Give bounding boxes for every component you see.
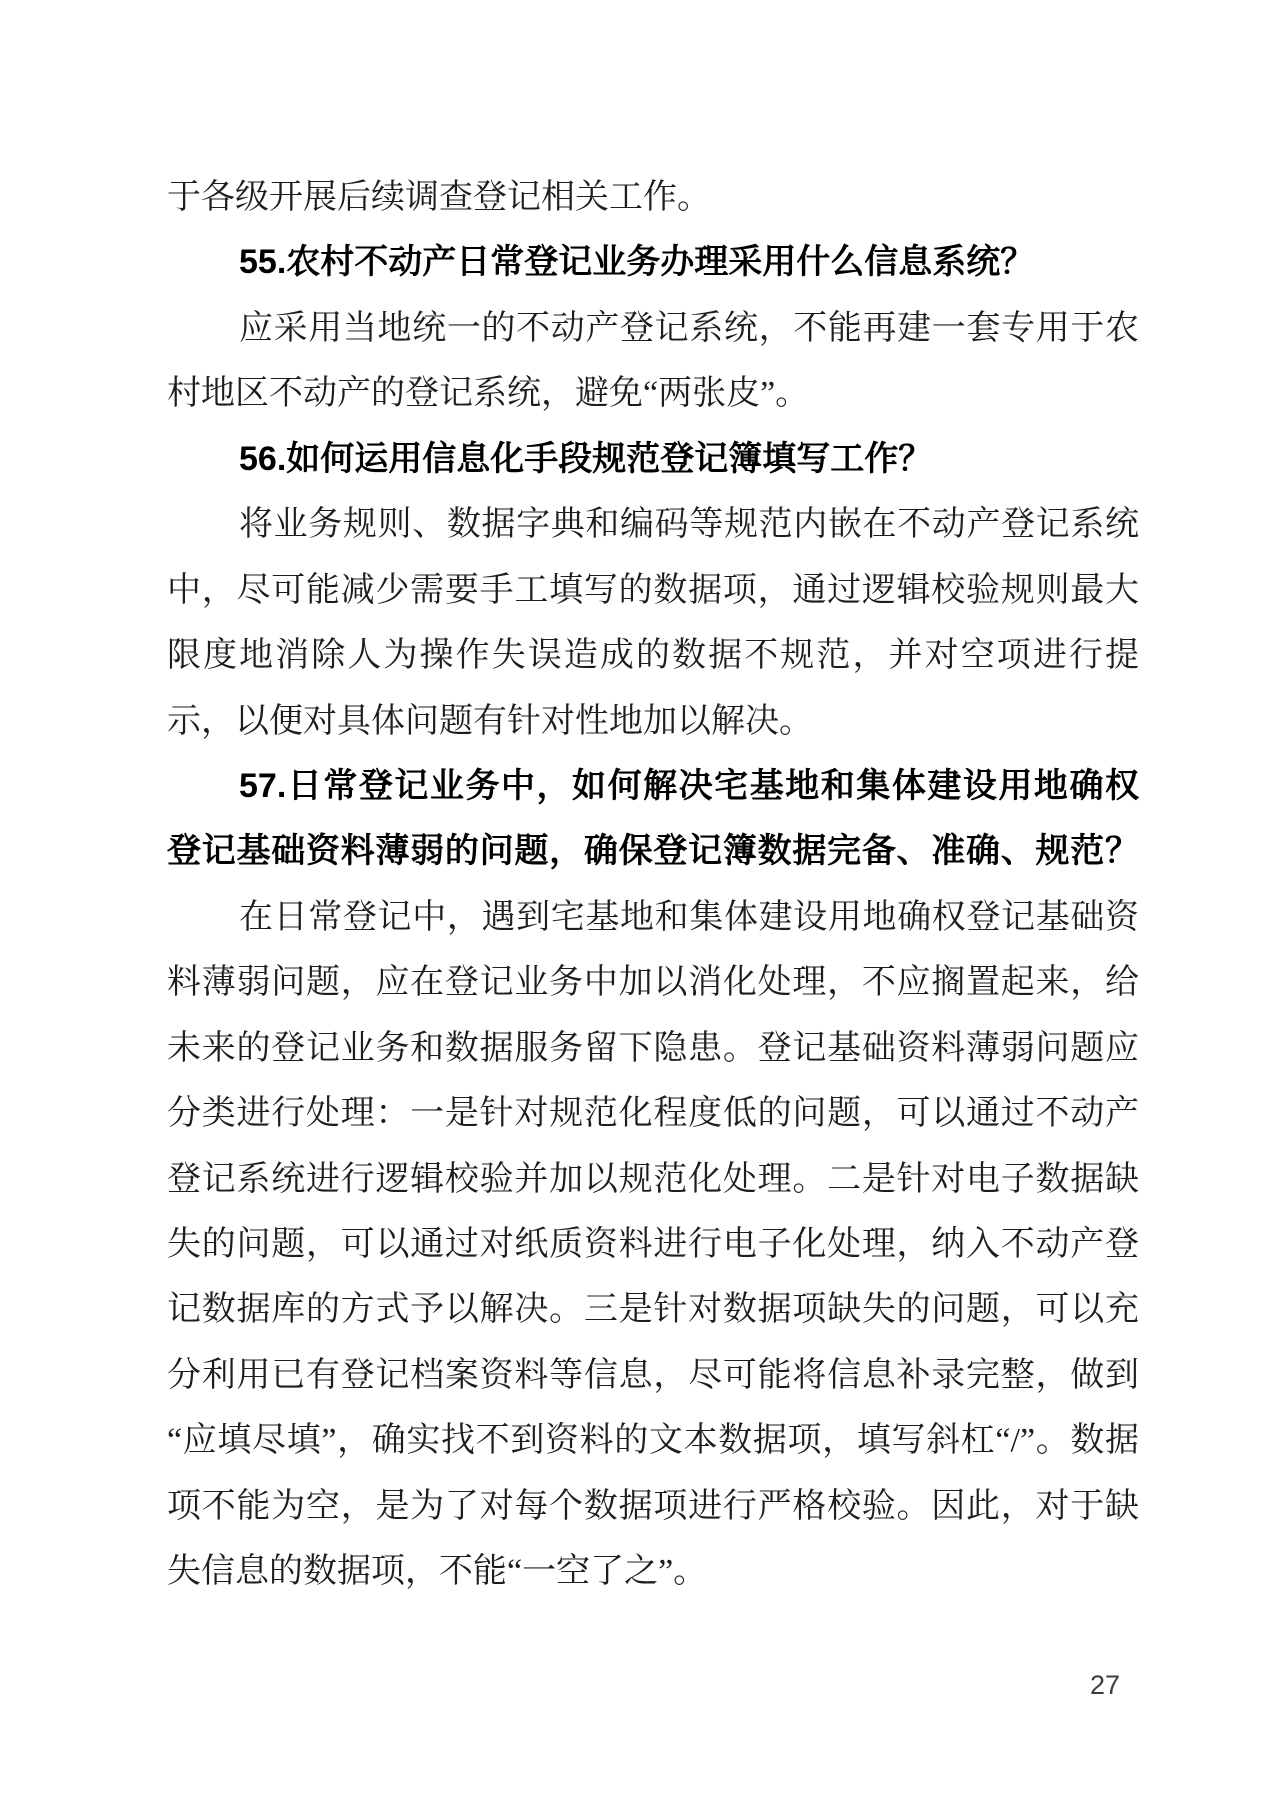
text-line: 失信息的数据项，不能“一空了之”。 (167, 1553, 708, 1591)
text-line: 料薄弱问题，应在登记业务中加以消化处理，不应搁置起来，给 (167, 964, 1139, 1002)
text-line: “应填尽填”，确实找不到资料的文本数据项，填写斜杠“/”。数据 (167, 1422, 1139, 1460)
text-line: 限度地消除人为操作失误造成的数据不规范，并对空项进行提 (167, 637, 1139, 675)
text-line: 将业务规则、数据字典和编码等规范内嵌在不动产登记系统 (239, 506, 1139, 544)
text-line: 中，尽可能减少需要手工填写的数据项，通过逻辑校验规则最大 (167, 571, 1139, 609)
question-heading-57-cont: 登记基础资料薄弱的问题，确保登记簿数据完备、准确、规范？ (167, 832, 1139, 871)
text-line: 于各级开展后续调查登记相关工作。 (167, 179, 711, 216)
text-line: 记数据库的方式予以解决。三是针对数据项缺失的问题，可以充 (167, 1291, 1139, 1329)
text-line: 应采用当地统一的不动产登记系统，不能再建一套专用于农 (239, 309, 1139, 347)
text-line: 示，以便对具体问题有针对性地加以解决。 (167, 702, 813, 740)
text-line: 未来的登记业务和数据服务留下隐患。登记基础资料薄弱问题应 (167, 1029, 1139, 1067)
question-heading-57: 57.日常登记业务中，如何解决宅基地和集体建设用地确权 (239, 766, 1139, 805)
text-line: 项不能为空，是为了对每个数据项进行严格校验。因此，对于缺 (167, 1487, 1139, 1525)
question-heading-55: 55.农村不动产日常登记业务办理采用什么信息系统？ (239, 243, 1035, 282)
question-heading-56: 56.如何运用信息化手段规范登记簿填写工作？ (239, 439, 933, 478)
text-line: 村地区不动产的登记系统，避免“两张皮”。 (167, 375, 810, 413)
text-line: 失的问题，可以通过对纸质资料进行电子化处理，纳入不动产登 (167, 1226, 1139, 1263)
text-line: 分类进行处理：一是针对规范化程度低的问题，可以通过不动产 (167, 1095, 1139, 1133)
text-line: 在日常登记中，遇到宅基地和集体建设用地确权登记基础资 (239, 898, 1139, 936)
text-line: 登记系统进行逻辑校验并加以规范化处理。二是针对电子数据缺 (167, 1160, 1139, 1198)
page-number: 27 (1090, 1670, 1121, 1700)
text-block (167, 165, 1139, 1605)
text-line: 分利用已有登记档案资料等信息，尽可能将信息补录完整，做到 (167, 1356, 1139, 1394)
